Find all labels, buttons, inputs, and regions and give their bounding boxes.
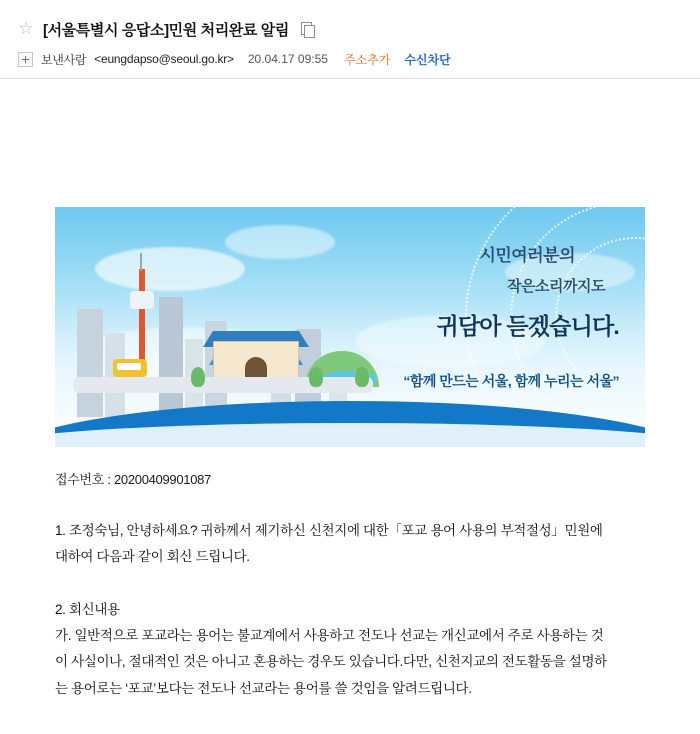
reply-line-1: 가. 일반적으로 포교라는 용어는 불교계에서 사용하고 전도나 선교는 개신교에서 주로 사용하는 것 [55, 627, 604, 643]
add-address-button[interactable]: 주소추가 [343, 52, 391, 67]
banner-line-1: 시민여러분의 [479, 246, 575, 265]
sender-label: 보낸사람 [41, 52, 87, 67]
email-header [0, 0, 700, 78]
wave-white [55, 423, 645, 447]
expand-details-button[interactable] [18, 52, 33, 67]
n-tower-icon [139, 269, 145, 365]
header-divider [0, 78, 700, 79]
paragraph-greeting-line-2: 대하여 다음과 같이 회신 드립니다. [55, 549, 250, 565]
seoul-banner-image [55, 207, 645, 447]
banner-text-block [289, 241, 619, 391]
reply-section-title: 2. 회신내용 [55, 601, 120, 617]
block-sender-button[interactable]: 수신차단 [404, 52, 451, 67]
sender-email[interactable]: <eungdapso@seoul.go.kr> [94, 52, 234, 66]
copy-icon[interactable] [301, 22, 314, 36]
email-date: 20.04.17 09:55 [247, 52, 328, 66]
email-subject: [서울특별시 응답소]민원 처리완료 알림 [43, 21, 289, 39]
star-icon[interactable]: ☆ [18, 19, 34, 38]
paragraph-reply [55, 597, 645, 702]
reply-line-2: 이 사실이나, 절대적인 것은 아니고 혼용하는 경우도 있습니다.다만, 신천지교의 전도활동을 설명하 [55, 654, 607, 670]
bus-icon [113, 359, 147, 377]
paragraph-greeting [55, 518, 645, 571]
banner-line-2: 작은소리까지도 [507, 278, 605, 295]
subject-row [18, 14, 682, 44]
email-body [0, 207, 700, 702]
banner-slogan: “함께 만드는 서울, 함께 누리는 서울” [403, 373, 619, 389]
reply-line-3: 는 용어로는 ‘포교’보다는 전도나 선교라는 용어를 쓸 것임을 알려드립니다. [55, 680, 472, 696]
sender-row [18, 48, 682, 78]
receipt-number: 접수번호 : 20200409901087 [55, 472, 211, 487]
paragraph-greeting-line-1: 1. 조정숙님, 안녕하세요? 귀하께서 제기하신 신천지에 대한「포교 용어 사용의 부적절성」민원에 [55, 523, 603, 538]
banner-line-3: 귀담아 듣겠습니다. [436, 313, 619, 339]
